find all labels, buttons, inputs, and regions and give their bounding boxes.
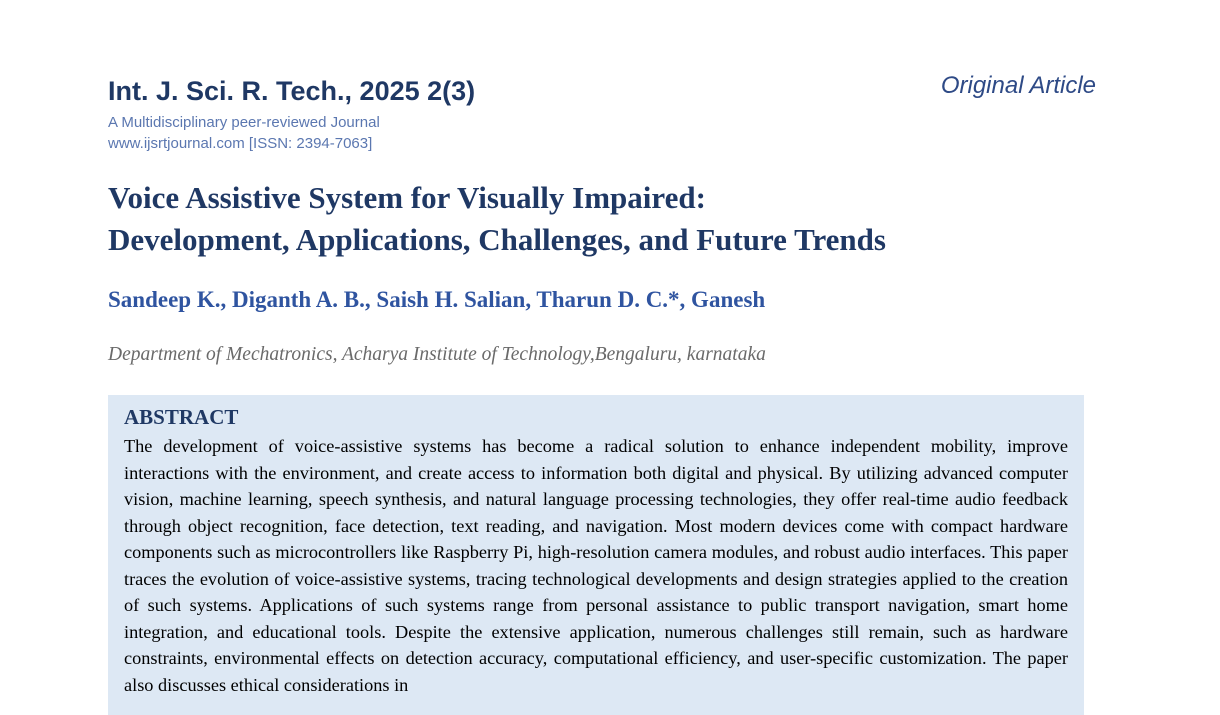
journal-website: www.ijsrtjournal.com [ISSN: 2394-7063] <box>108 135 373 152</box>
journal-subtitle: A Multidisciplinary peer-reviewed Journal <box>108 114 380 131</box>
abstract-section <box>108 395 1084 715</box>
author-affiliation: Department of Mechatronics, Acharya Institute of Technology,Bengaluru, karnataka <box>108 344 766 365</box>
paper-title <box>108 177 1148 261</box>
journal-title: Int. J. Sci. R. Tech., 2025 2(3) <box>108 76 476 106</box>
abstract-heading: ABSTRACT <box>124 405 239 429</box>
abstract-text: The development of voice-assistive systems has become a radical solution to enhance independent mobility, improve interactions with the environment, and create access to information both digital and physical. By utilizing advanced computer vision, machine learning, speech synthesis, and natural language processing technologies, they offer real-time audio feedback through object recognition, face detection, text reading, and navigation. Most modern devices come with compact hardware components such as microcontrollers like Raspberry Pi, high-resolution camera modules, and robust audio interfaces. This paper traces the evolution of voice-assistive systems, tracing technological developments and design strategies applied to the creation of such systems. Applications of such systems range from personal assistance to public transport navigation, smart home integration, and educational tools. Despite the extensive application, numerous challenges still remain, such as hardware constraints, environmental effects on detection accuracy, computational efficiency, and user-specific customization. The paper also discusses ethical considerations in <box>124 436 1068 695</box>
paper-title-line-2: Development, Applications, Challenges, and Future Trends <box>108 222 886 257</box>
paper-title-line-1: Voice Assistive System for Visually Impaired: <box>108 180 706 215</box>
author-list: Sandeep K., Diganth A. B., Saish H. Salian, Tharun D. C.*, Ganesh <box>108 287 766 312</box>
article-type-label: Original Article <box>940 72 1096 99</box>
